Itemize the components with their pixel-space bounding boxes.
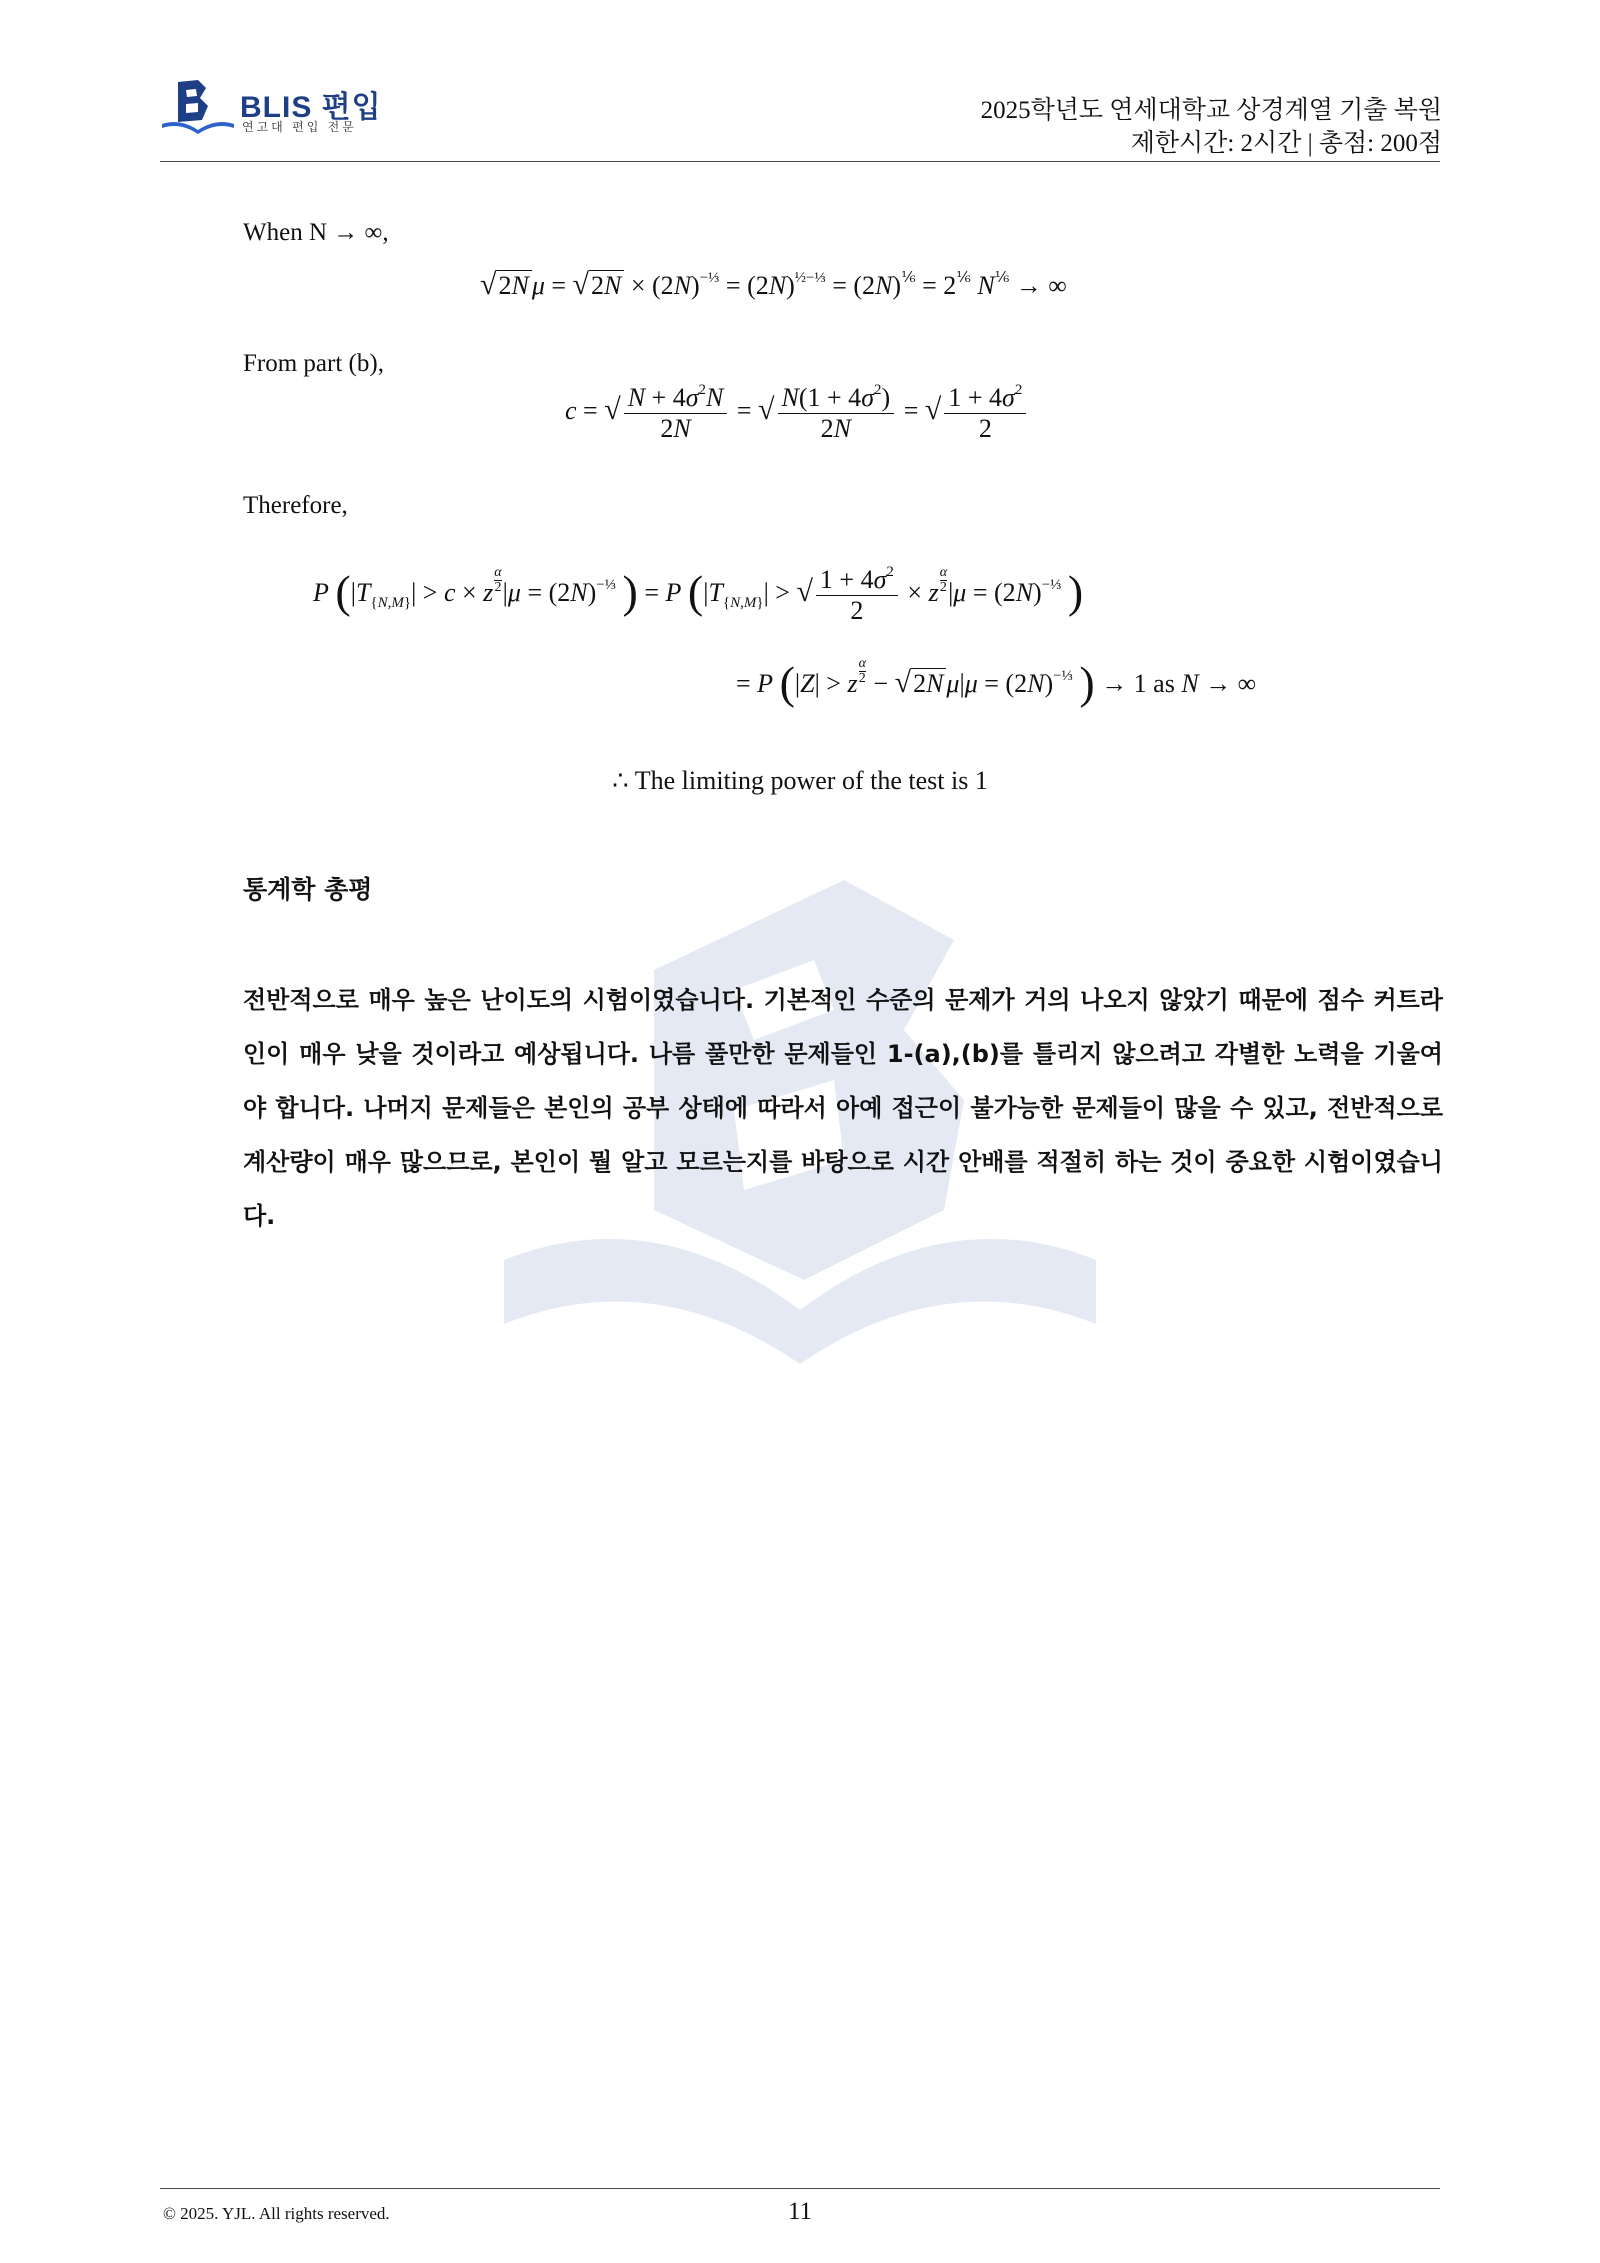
footer-divider <box>160 2188 1440 2189</box>
equation-power-line2: = P (|Z| > z $\frac{\alpha}{2}$ − √2N $\mu|\mu = (2N)^{-\frac{1}{3}}$ ) → 1 as N → ∞ <box>736 656 1257 708</box>
summary-body: 전반적으로 매우 높은 난이도의 시험이였습니다. 기본적인 수준의 문제가 거의 나오지 않았기 때문에 점수 커트라인이 매우 낮을 것이라고 예상됩니다. 나름 풀만한 문제들인 1-(a),(b)를 틀리지 않으려고 각별한 노력을 기울여야 합니다. 나머지 문제들은 본인의 공부 상태에 따라서 아예 접근이 불가능한 문제들이 많을 수 있고, 전반적으로 계산량이 매우 많으므로, 본인이 뭘 알고 모르는지를 바탕으로 시간 안배를 적절히 하는 것이 중요한 시험이였습니다. <box>243 986 1443 1230</box>
logo-brand-text: BLIS 편입 <box>240 91 382 124</box>
text-from-part-b: From part (b), <box>243 350 384 377</box>
conclusion-text: ∴ The limiting power of the test is 1 <box>612 766 988 795</box>
summary-title: 통계학 총평 <box>243 875 373 904</box>
logo-mark-icon <box>160 78 236 140</box>
text-therefore: Therefore, <box>243 492 348 519</box>
exam-meta: 제한시간: 2시간 | 총점: 200점 <box>1130 130 1442 157</box>
exam-title: 2025학년도 연세대학교 상경계열 기출 복원 <box>980 97 1442 124</box>
equation-limit: √2N $\mu = √2N \times (2N)^{-\frac{1}{3}} = (2N)^{\frac{1}{2}-\frac{1}{3}} = (2N)^{\frac{1}{6}} = 2^{\frac{1}{6}}$ $N^{\frac{1}{6}}$ → ∞ <box>480 268 1067 301</box>
header-divider <box>160 161 1440 162</box>
blis-logo <box>160 78 400 140</box>
equation-power-line1: P ($|T_{\{N,M\}}| > c \times z$ $\frac{\alpha}{2}$ $|\mu = (2N)^{-\frac{1}{3}}$ ) = P ($|T_{\{N,M\}}|$ > √ $\frac{1 + 4\sigma^2}{2}$ × z $\frac{\alpha}{2}$ $|\mu = (2N)^{-\frac{1}{3}}$ ) <box>313 564 1084 625</box>
text-when: When N → ∞, <box>243 219 389 246</box>
equation-c: c = √ $\frac{N + 4\sigma^2N}{2N}$ = √ $\frac{N(1 + 4\sigma^2)}{2N}$ = √ $\frac{1 + 4\sigma^2}{2}$ <box>565 382 1029 444</box>
header-info <box>981 94 1442 160</box>
logo-tagline: 연고대 편입 전문 <box>242 120 357 134</box>
page-number: 11 <box>787 2198 813 2225</box>
footer-copyright: © 2025. YJL. All rights reserved. <box>163 2204 390 2223</box>
